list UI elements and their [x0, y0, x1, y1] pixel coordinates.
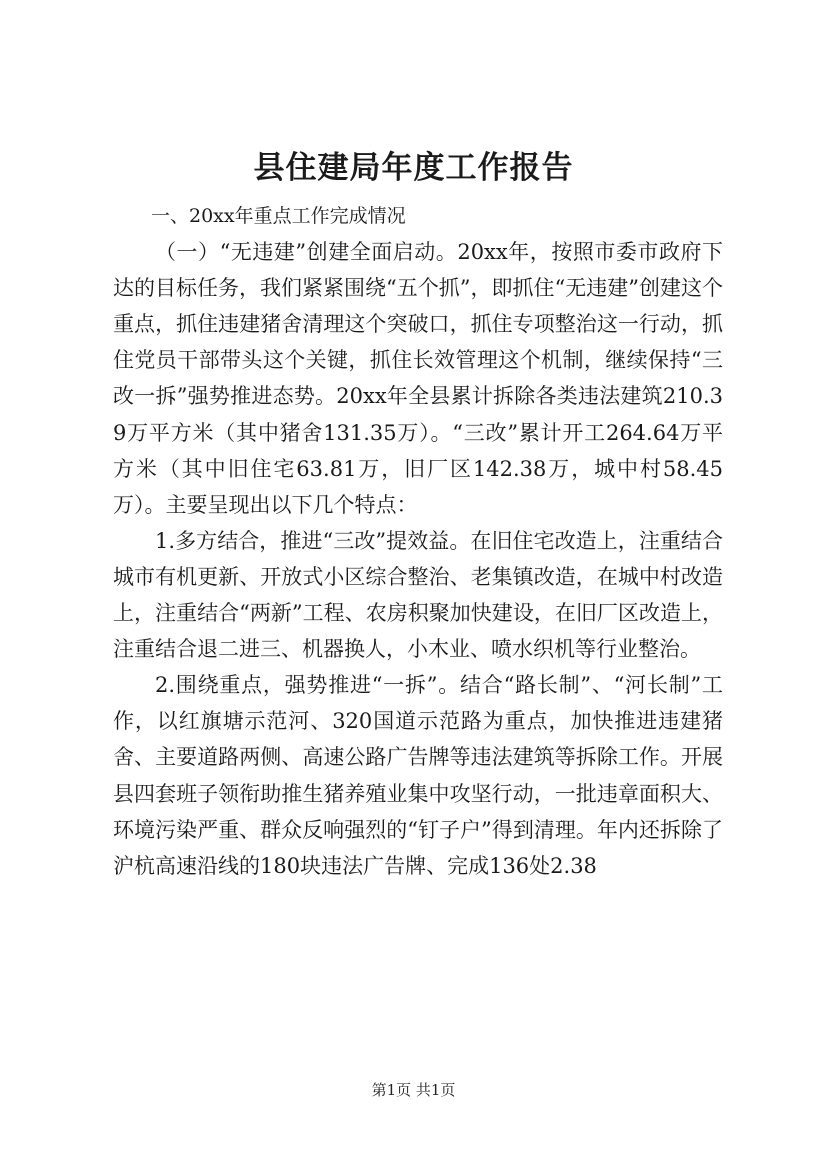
paragraph-point-1: 1.多方结合，推进“三改”提效益。在旧住宅改造上，注重结合城市有机更新、开放式小区综合整治、老集镇改造，在城中村改造上，注重结合“两新”工程、农房积聚加快建设，在旧厂区改造上，注重结合退二进三、机器换人，小木业、喷水织机等行业整治。: [113, 528, 723, 662]
paragraph-point-2: 2.围绕重点，强势推进“一拆”。结合“路长制”、“河长制”工作，以红旗塘示范河、320国道示范路为重点，加快推进违建猪舍、主要道路两侧、高速公路广告牌等违法建筑等拆除工作。开展县四套班子领衔助推生猪养殖业集中攻坚行动，一批违章面积大、环境污染严重、群众反响强烈的“钉子户”得到清理。年内还拆除了沪杭高速沿线的180块违法广告牌、完成136处2.38: [113, 673, 723, 878]
document-title: 县住建局年度工作报告: [253, 150, 574, 186]
page-footer: 第1页 共1页: [371, 1081, 456, 1099]
section-heading: 一、20xx年重点工作完成情况: [151, 205, 406, 227]
paragraph-intro: （一）“无违建”创建全面启动。20xx年，按照市委市政府下达的目标任务，我们紧紧围绕“五个抓”，即抓住“无违建”创建这个重点，抓住违建猪舍清理这个突破口，抓住专项整治这一行动，抓住党员干部带头这个关键，抓住长效管理这个机制，继续保持“三改一拆”强势推进态势。20xx年全县累计拆除各类违法建筑210.39万平方米（其中猪舍131.35万）。“三改”累计开工264.64万平方米（其中旧住宅63.81万，旧厂区142.38万，城中村58.45万）。主要呈现出以下几个特点：: [113, 240, 723, 517]
document-body: [113, 198, 723, 884]
